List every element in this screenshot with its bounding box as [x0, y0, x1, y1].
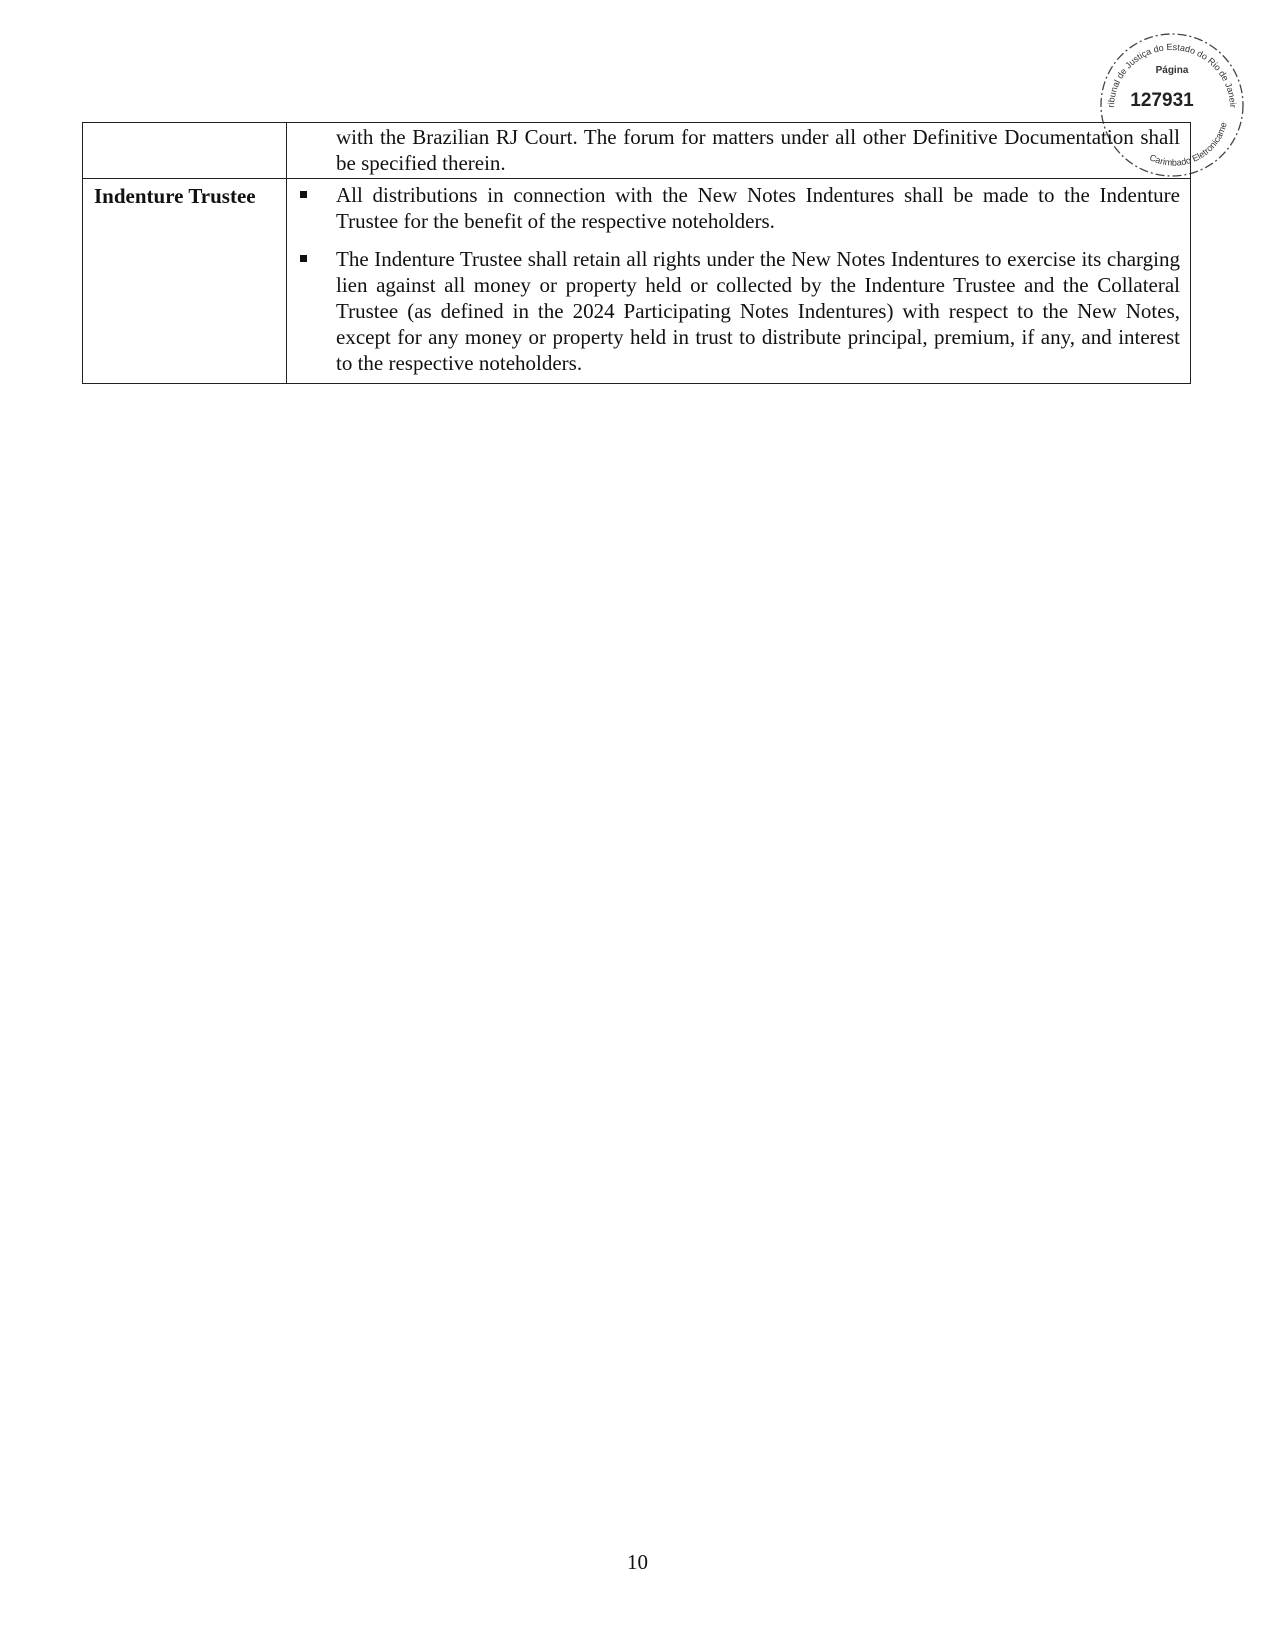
bullet-text: The Indenture Trustee shall retain all rights under the New Notes Indentures to exercise its charging lien against all money or property held or collected by the Indenture Trustee and the Collateral Trustee (as defined in the 2024 Participating Notes Indentures) with respect to the New Notes, except for any money or property held in trust to distribute principal, premium, if any, and interest to the respective noteholders.	[336, 247, 1180, 375]
bullet-text: All distributions in connection with the New Notes Indentures shall be made to the Indenture Trustee for the benefit of the respective noteholders.	[336, 183, 1180, 233]
term-cell-empty	[83, 123, 287, 179]
stamp-arc-text: ribunal de Justiça do Estado do Rio de Janeir	[1105, 41, 1239, 108]
stamp-bottom-text: Carimbado Eletronicame	[1147, 121, 1229, 168]
continuation-paragraph: with the Brazilian RJ Court. The forum for matters under all other Definitive Documentation shall be specified therein.	[336, 125, 1180, 175]
term-indenture-trustee: Indenture Trustee	[83, 179, 287, 384]
stamp-label: Página	[1155, 65, 1189, 76]
content-cell-continuation	[287, 123, 1191, 179]
square-bullet-icon	[300, 255, 307, 262]
square-bullet-icon	[300, 191, 307, 198]
table-row-indenture-trustee	[83, 179, 1191, 384]
page-number: 10	[627, 1550, 648, 1574]
stamp-number: 127931	[1130, 90, 1194, 111]
content-cell-indenture-trustee	[287, 179, 1191, 384]
table-row-continuation	[83, 123, 1191, 179]
bullet-item	[287, 246, 1180, 376]
bullet-item	[287, 182, 1180, 234]
term-sheet-table	[82, 122, 1191, 384]
